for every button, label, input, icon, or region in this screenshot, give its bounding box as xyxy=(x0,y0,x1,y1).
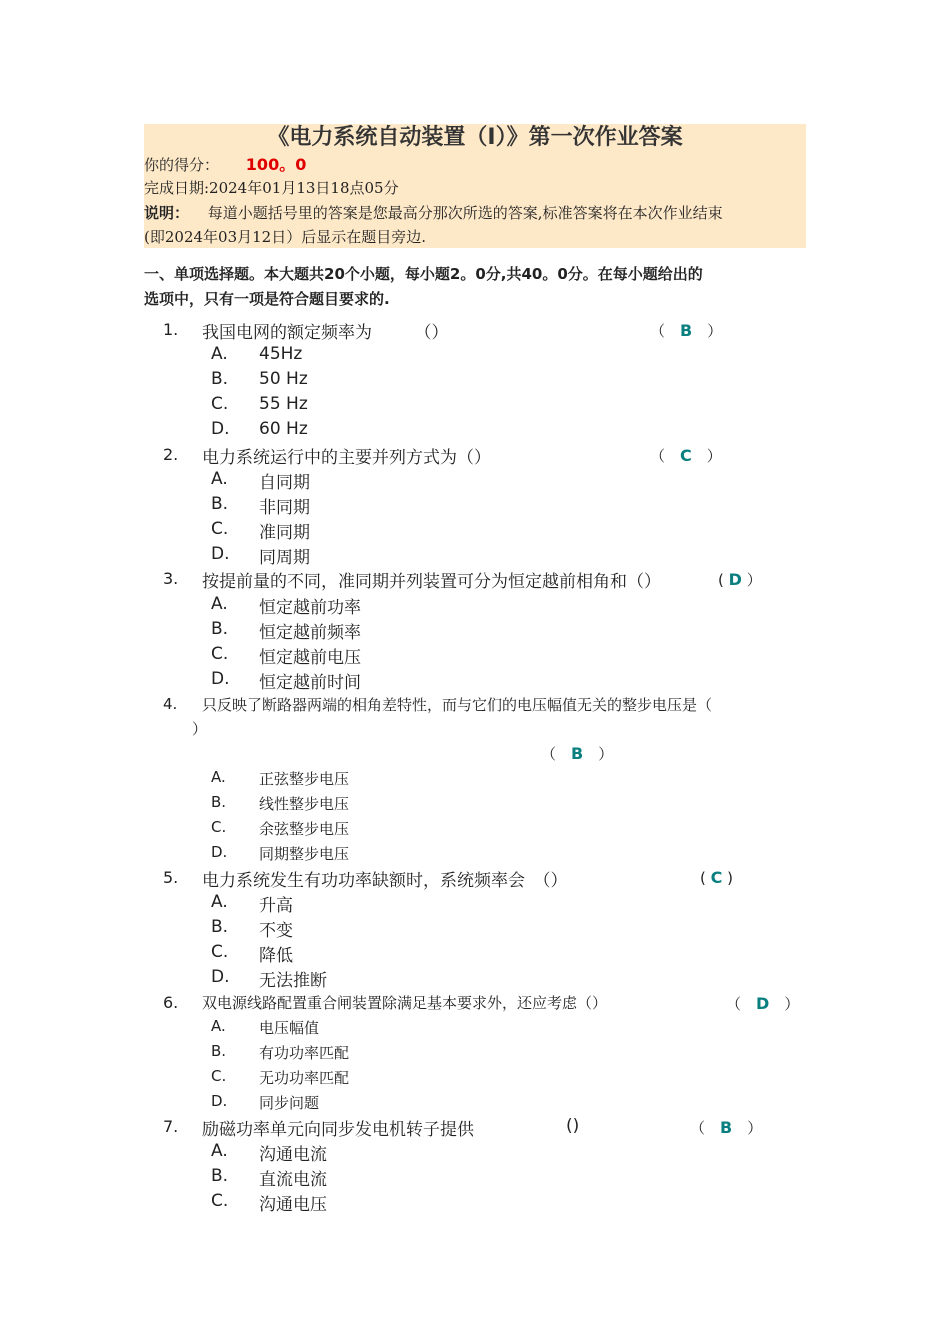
question-number: 1. xyxy=(163,320,179,339)
answer-value: B xyxy=(720,1118,733,1137)
option-text: 恒定越前频率 xyxy=(259,623,361,643)
option-text: 降低 xyxy=(259,946,293,966)
option-label: A. xyxy=(211,1141,228,1161)
score-value: 100。0 xyxy=(245,155,307,174)
option-label: B. xyxy=(211,793,227,811)
option-text: 沟通电压 xyxy=(259,1195,327,1215)
section-heading xyxy=(144,262,806,312)
question-text: 双电源线路配置重合闸装置除满足基本要求外，还应考虑（） xyxy=(202,994,608,1012)
option-label: C. xyxy=(211,1067,227,1085)
option-text: 余弦整步电压 xyxy=(259,820,350,838)
option-label: A. xyxy=(211,1017,226,1035)
answer-value: C xyxy=(710,868,723,887)
answer-mark: ( C ) xyxy=(700,868,734,887)
answer-value: C xyxy=(680,446,692,465)
answer-value: B xyxy=(571,744,584,763)
completion-date: 完成日期:2024年01月13日18点05分 xyxy=(144,179,399,197)
option-label: B. xyxy=(211,1042,227,1060)
question-number: 4. xyxy=(163,695,178,713)
option-text: 非同期 xyxy=(259,498,310,518)
section-line-2: 选项中，只有一项是符合题目要求的. xyxy=(144,290,390,308)
question-number: 3. xyxy=(163,569,179,588)
score-label: 你的得分： xyxy=(144,156,220,174)
option-label: B. xyxy=(211,369,229,389)
answer-mark: （ D ） xyxy=(726,994,800,1013)
question-number: 5. xyxy=(163,868,179,887)
option-text: 无功功率匹配 xyxy=(259,1069,350,1087)
option-text: 恒定越前电压 xyxy=(259,648,361,668)
option-text: 恒定越前时间 xyxy=(259,673,361,693)
option-label: A. xyxy=(211,892,228,912)
section-line-1: 一、单项选择题。本大题共20个小题，每小题2。0分,共40。0分。在每小题给出的 xyxy=(144,265,703,283)
page-title: 《电力系统自动装置（Ⅰ）》第一次作业答案 xyxy=(267,125,683,150)
option-text: 60 Hz xyxy=(259,419,308,439)
answer-mark: （ C ） xyxy=(650,446,722,465)
option-label: C. xyxy=(211,519,229,539)
question-text: 我国电网的额定频率为 （） xyxy=(202,323,449,343)
option-text: 50 Hz xyxy=(259,369,308,389)
question-text: 励磁功率单元向同步发电机转子提供 xyxy=(202,1120,474,1140)
option-text: 电压幅值 xyxy=(259,1019,320,1037)
option-text: 45Hz xyxy=(259,344,303,364)
option-label: D. xyxy=(211,669,230,689)
question-number: 2. xyxy=(163,445,179,464)
option-label: D. xyxy=(211,1092,228,1110)
option-text: 升高 xyxy=(259,896,293,916)
answer-mark: ( D ） xyxy=(718,570,762,589)
answer-mark: （ B ） xyxy=(541,744,614,763)
option-label: C. xyxy=(211,1191,229,1211)
option-text: 无法推断 xyxy=(259,971,327,991)
option-label: B. xyxy=(211,619,229,639)
answer-value: D xyxy=(728,570,742,589)
option-label: B. xyxy=(211,1166,229,1186)
option-label: B. xyxy=(211,494,229,514)
option-text: 同期整步电压 xyxy=(259,845,350,863)
question-text: 按提前量的不同，准同期并列装置可分为恒定越前相角和（） xyxy=(202,572,661,592)
option-text: 自同期 xyxy=(259,473,310,493)
answer-mark: （ B ） xyxy=(650,321,723,340)
answer-mark: （ B ） xyxy=(690,1118,763,1137)
option-label: A. xyxy=(211,594,228,614)
option-label: C. xyxy=(211,394,229,414)
answer-value: B xyxy=(680,321,693,340)
option-label: C. xyxy=(211,818,227,836)
option-label: D. xyxy=(211,843,228,861)
answer-value: D xyxy=(756,994,770,1013)
option-label: D. xyxy=(211,967,230,987)
option-text: 55 Hz xyxy=(259,394,308,414)
question-text-cont: ） xyxy=(192,720,208,738)
option-label: B. xyxy=(211,917,229,937)
question-text: 电力系统运行中的主要并列方式为（） xyxy=(202,448,491,468)
option-label: D. xyxy=(211,419,230,439)
option-label: A. xyxy=(211,344,228,364)
question-text: 只反映了断路器两端的相角差特性，而与它们的电压幅值无关的整步电压是（ xyxy=(202,696,713,714)
score-line xyxy=(144,152,306,175)
question-number: 7. xyxy=(163,1117,179,1136)
option-text: 不变 xyxy=(259,921,293,941)
question-text: 电力系统发生有功功率缺额时，系统频率会 （） xyxy=(202,871,568,891)
question-number: 6. xyxy=(163,993,179,1012)
option-text: 准同期 xyxy=(259,523,310,543)
option-label: C. xyxy=(211,942,229,962)
option-text: 有功功率匹配 xyxy=(259,1044,350,1062)
question-paren: () xyxy=(566,1116,580,1136)
option-label: A. xyxy=(211,768,226,786)
option-text: 同步问题 xyxy=(259,1094,320,1112)
option-text: 同周期 xyxy=(259,548,310,568)
note-line-2: (即2024年03月12日）后显示在题目旁边. xyxy=(144,228,426,246)
note-text: 每道小题括号里的答案是您最高分那次所选的答案,标准答案将在本次作业结束 xyxy=(207,204,723,222)
note-line-1 xyxy=(144,202,723,223)
option-label: C. xyxy=(211,644,229,664)
option-text: 正弦整步电压 xyxy=(259,770,350,788)
option-text: 直流电流 xyxy=(259,1170,327,1190)
option-text: 沟通电流 xyxy=(259,1145,327,1165)
option-text: 恒定越前功率 xyxy=(259,598,361,618)
option-text: 线性整步电压 xyxy=(259,795,350,813)
note-label: 说明： xyxy=(144,204,190,222)
option-label: D. xyxy=(211,544,230,564)
option-label: A. xyxy=(211,469,228,489)
